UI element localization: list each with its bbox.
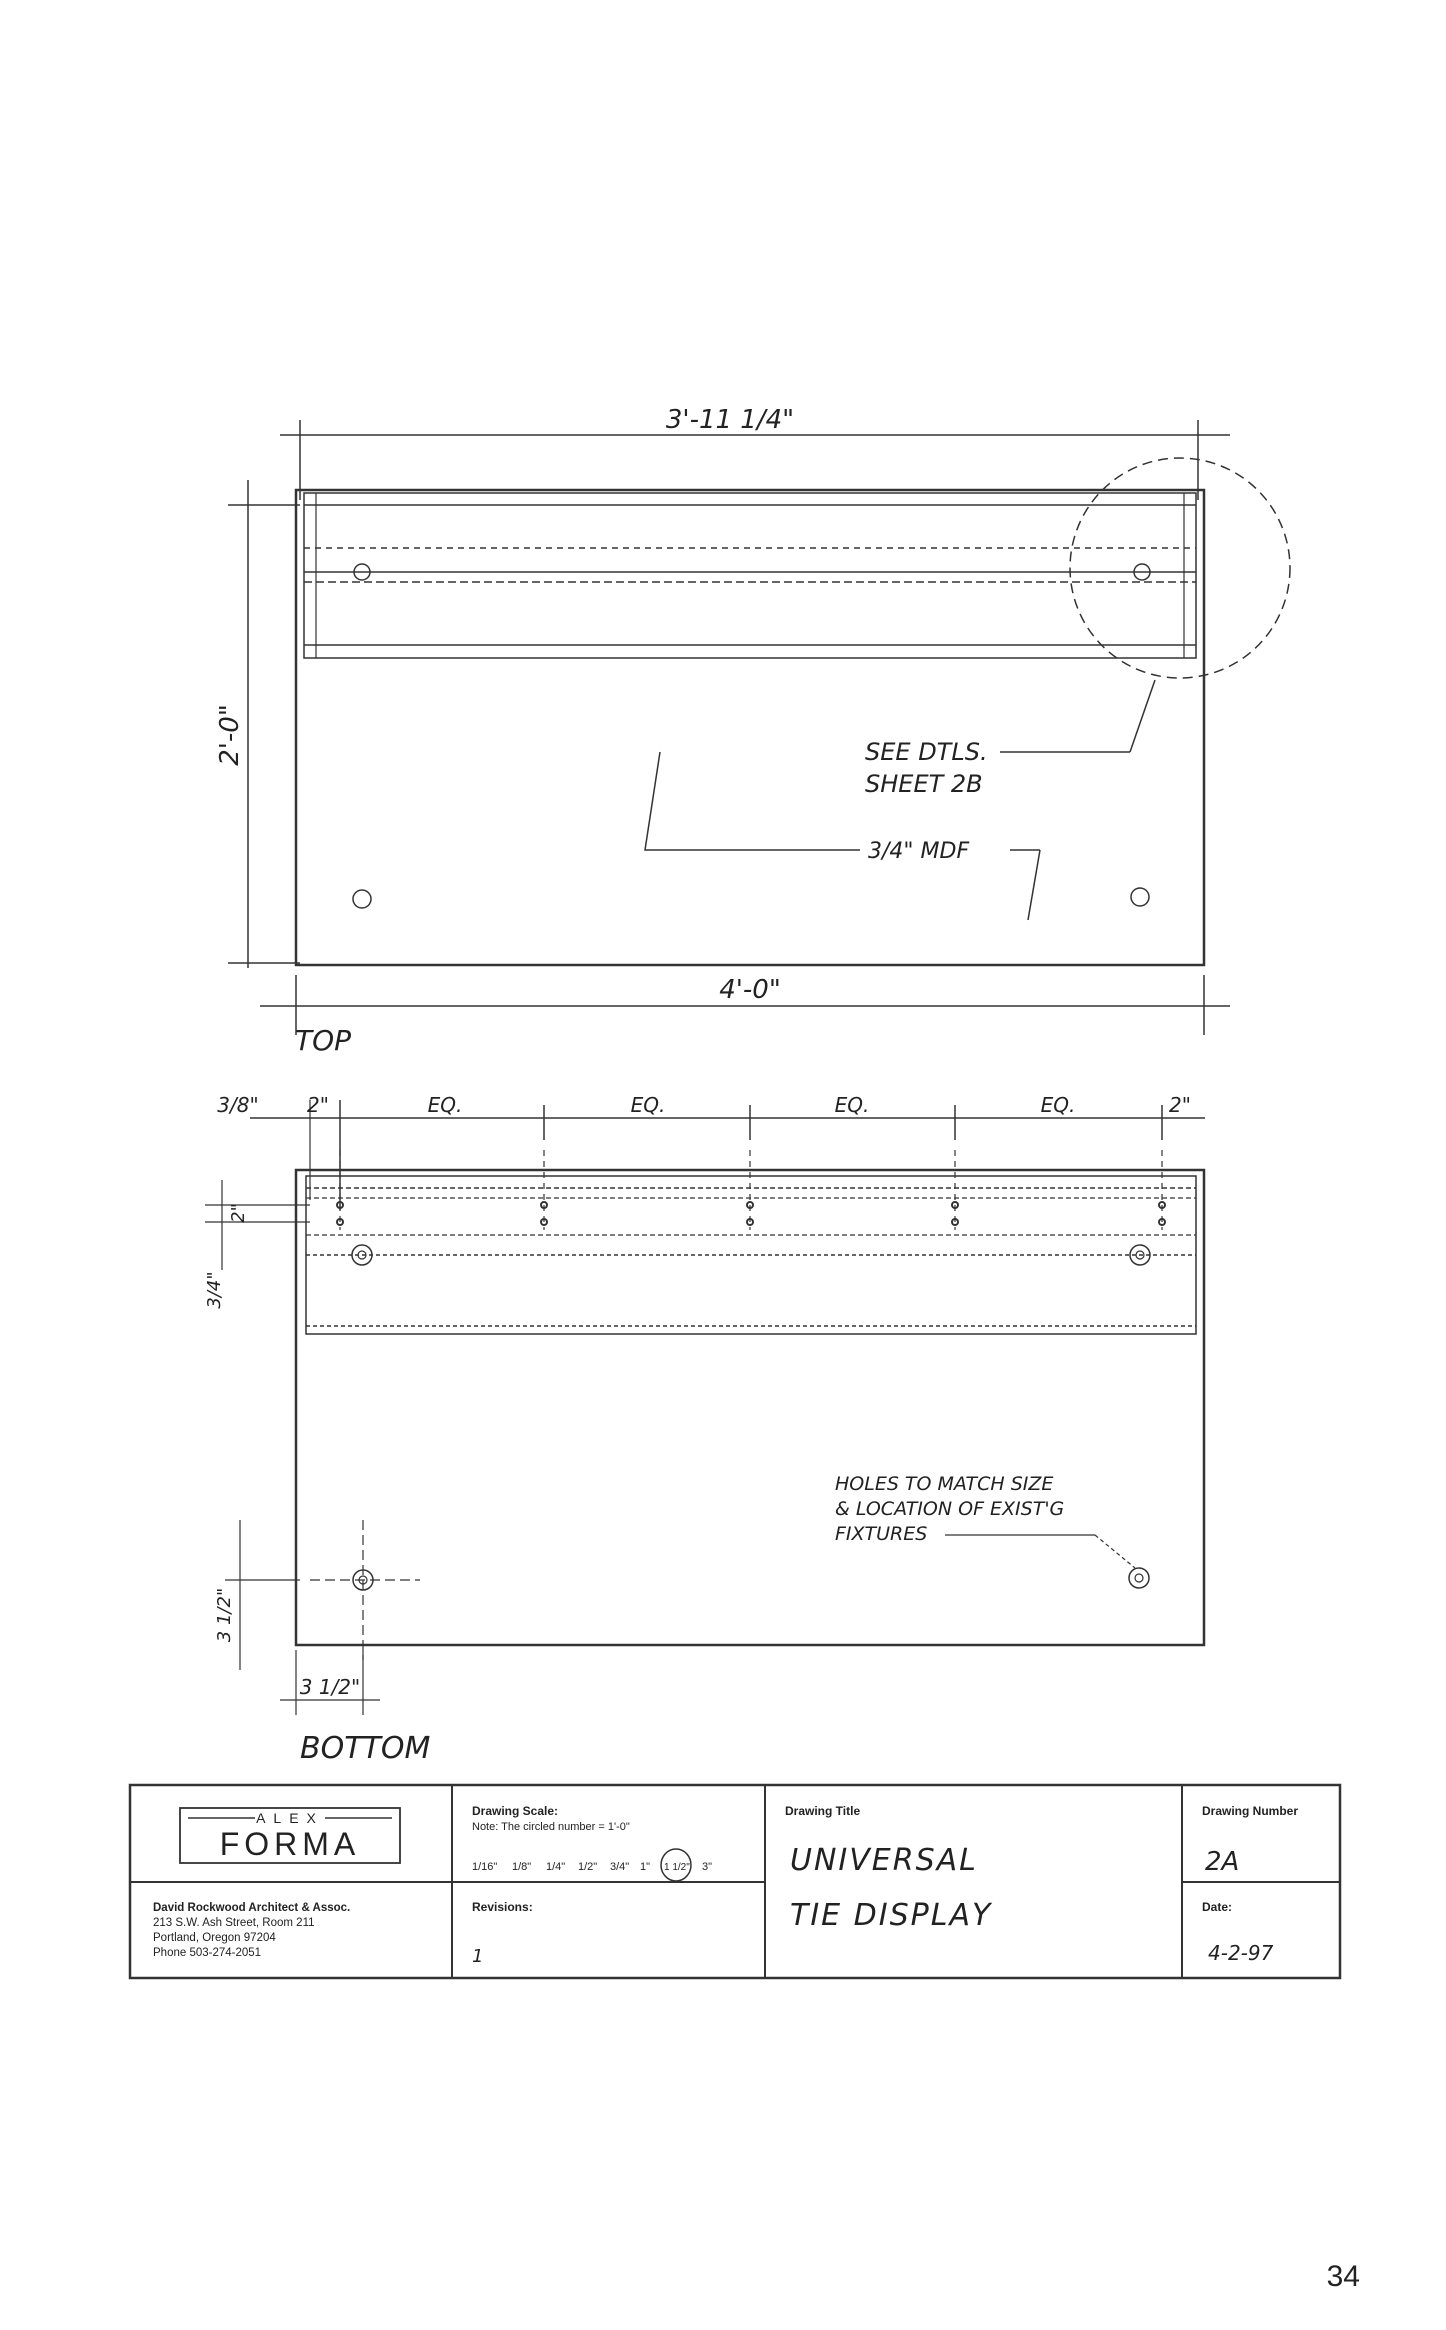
- scale-option-1-8: 1/8": [512, 1861, 532, 1873]
- material-note: 3/4" MDF: [868, 839, 970, 864]
- scale-option-1-1-2-selected: 1 1/2": [664, 1862, 690, 1873]
- date-label: Date:: [1202, 1900, 1233, 1914]
- scale-option-1-4: 1/4": [546, 1861, 566, 1873]
- bottom-dim-left-top: 3/4": [204, 1271, 225, 1309]
- bottom-dim-eq-2: EQ.: [630, 1093, 666, 1117]
- scale-label: Drawing Scale:: [472, 1804, 559, 1818]
- bottom-dim-eq-4: EQ.: [1040, 1093, 1076, 1117]
- bottom-dim-eq-1: EQ.: [427, 1093, 463, 1117]
- bottom-dim-left-mid: 2": [228, 1203, 249, 1223]
- scale-note: Note: The circled number = 1'-0": [472, 1821, 630, 1833]
- holes-note-line1: HOLES TO MATCH SIZE: [835, 1473, 1054, 1495]
- top-view: [228, 420, 1290, 1035]
- logo-small-text: ALEX: [256, 1810, 324, 1826]
- scale-option-3: 3": [702, 1861, 713, 1873]
- page-number: 34: [1326, 2260, 1360, 2293]
- logo-big-text: FORMA: [219, 1826, 361, 1862]
- scale-option-1-16: 1/16": [472, 1861, 498, 1873]
- firm-address-line2: Portland, Oregon 97204: [153, 1932, 276, 1944]
- firm-phone: Phone 503-274-2051: [153, 1947, 262, 1959]
- see-details-note-line1: SEE DTLS.: [865, 738, 988, 766]
- bottom-dim-edge: 3/8": [217, 1093, 259, 1117]
- bottom-view-label: BOTTOM: [300, 1731, 431, 1766]
- drawing-title-line2: TIE DISPLAY: [790, 1898, 993, 1933]
- scale-option-1: 1": [640, 1861, 651, 1873]
- firm-name: David Rockwood Architect & Assoc.: [153, 1902, 351, 1914]
- holes-note-line3: FIXTURES: [835, 1523, 928, 1545]
- see-details-note-line2: SHEET 2B: [865, 770, 983, 798]
- bottom-dim-right-offset: 2": [1169, 1093, 1191, 1117]
- bottom-dim-bottom: 3 1/2": [299, 1675, 361, 1699]
- top-height-dimension: 2'-0": [215, 704, 245, 766]
- firm-address-line1: 213 S.W. Ash Street, Room 211: [153, 1917, 315, 1929]
- revisions-label: Revisions:: [472, 1900, 533, 1914]
- top-bottom-width-dimension: 4'-0": [719, 975, 781, 1005]
- bottom-dim-left-offset: 2": [307, 1093, 329, 1117]
- scale-option-1-2: 1/2": [578, 1861, 598, 1873]
- revisions-value: 1: [472, 1946, 484, 1967]
- drawing-number-value: 2A: [1205, 1847, 1240, 1877]
- bottom-view: [205, 1100, 1205, 1715]
- bottom-dim-eq-3: EQ.: [834, 1093, 870, 1117]
- date-value: 4-2-97: [1208, 1941, 1274, 1965]
- drawing-title-label: Drawing Title: [785, 1804, 861, 1818]
- holes-note-line2: & LOCATION OF EXIST'G: [835, 1498, 1065, 1520]
- top-view-label: TOP: [295, 1024, 352, 1057]
- bottom-dim-left-bottom: 3 1/2": [214, 1587, 235, 1643]
- top-overall-width-dimension: 3'-11 1/4": [665, 405, 795, 435]
- drawing-number-label: Drawing Number: [1202, 1804, 1299, 1818]
- scale-option-3-4: 3/4": [610, 1861, 630, 1873]
- drawing-title-line1: UNIVERSAL: [790, 1843, 978, 1878]
